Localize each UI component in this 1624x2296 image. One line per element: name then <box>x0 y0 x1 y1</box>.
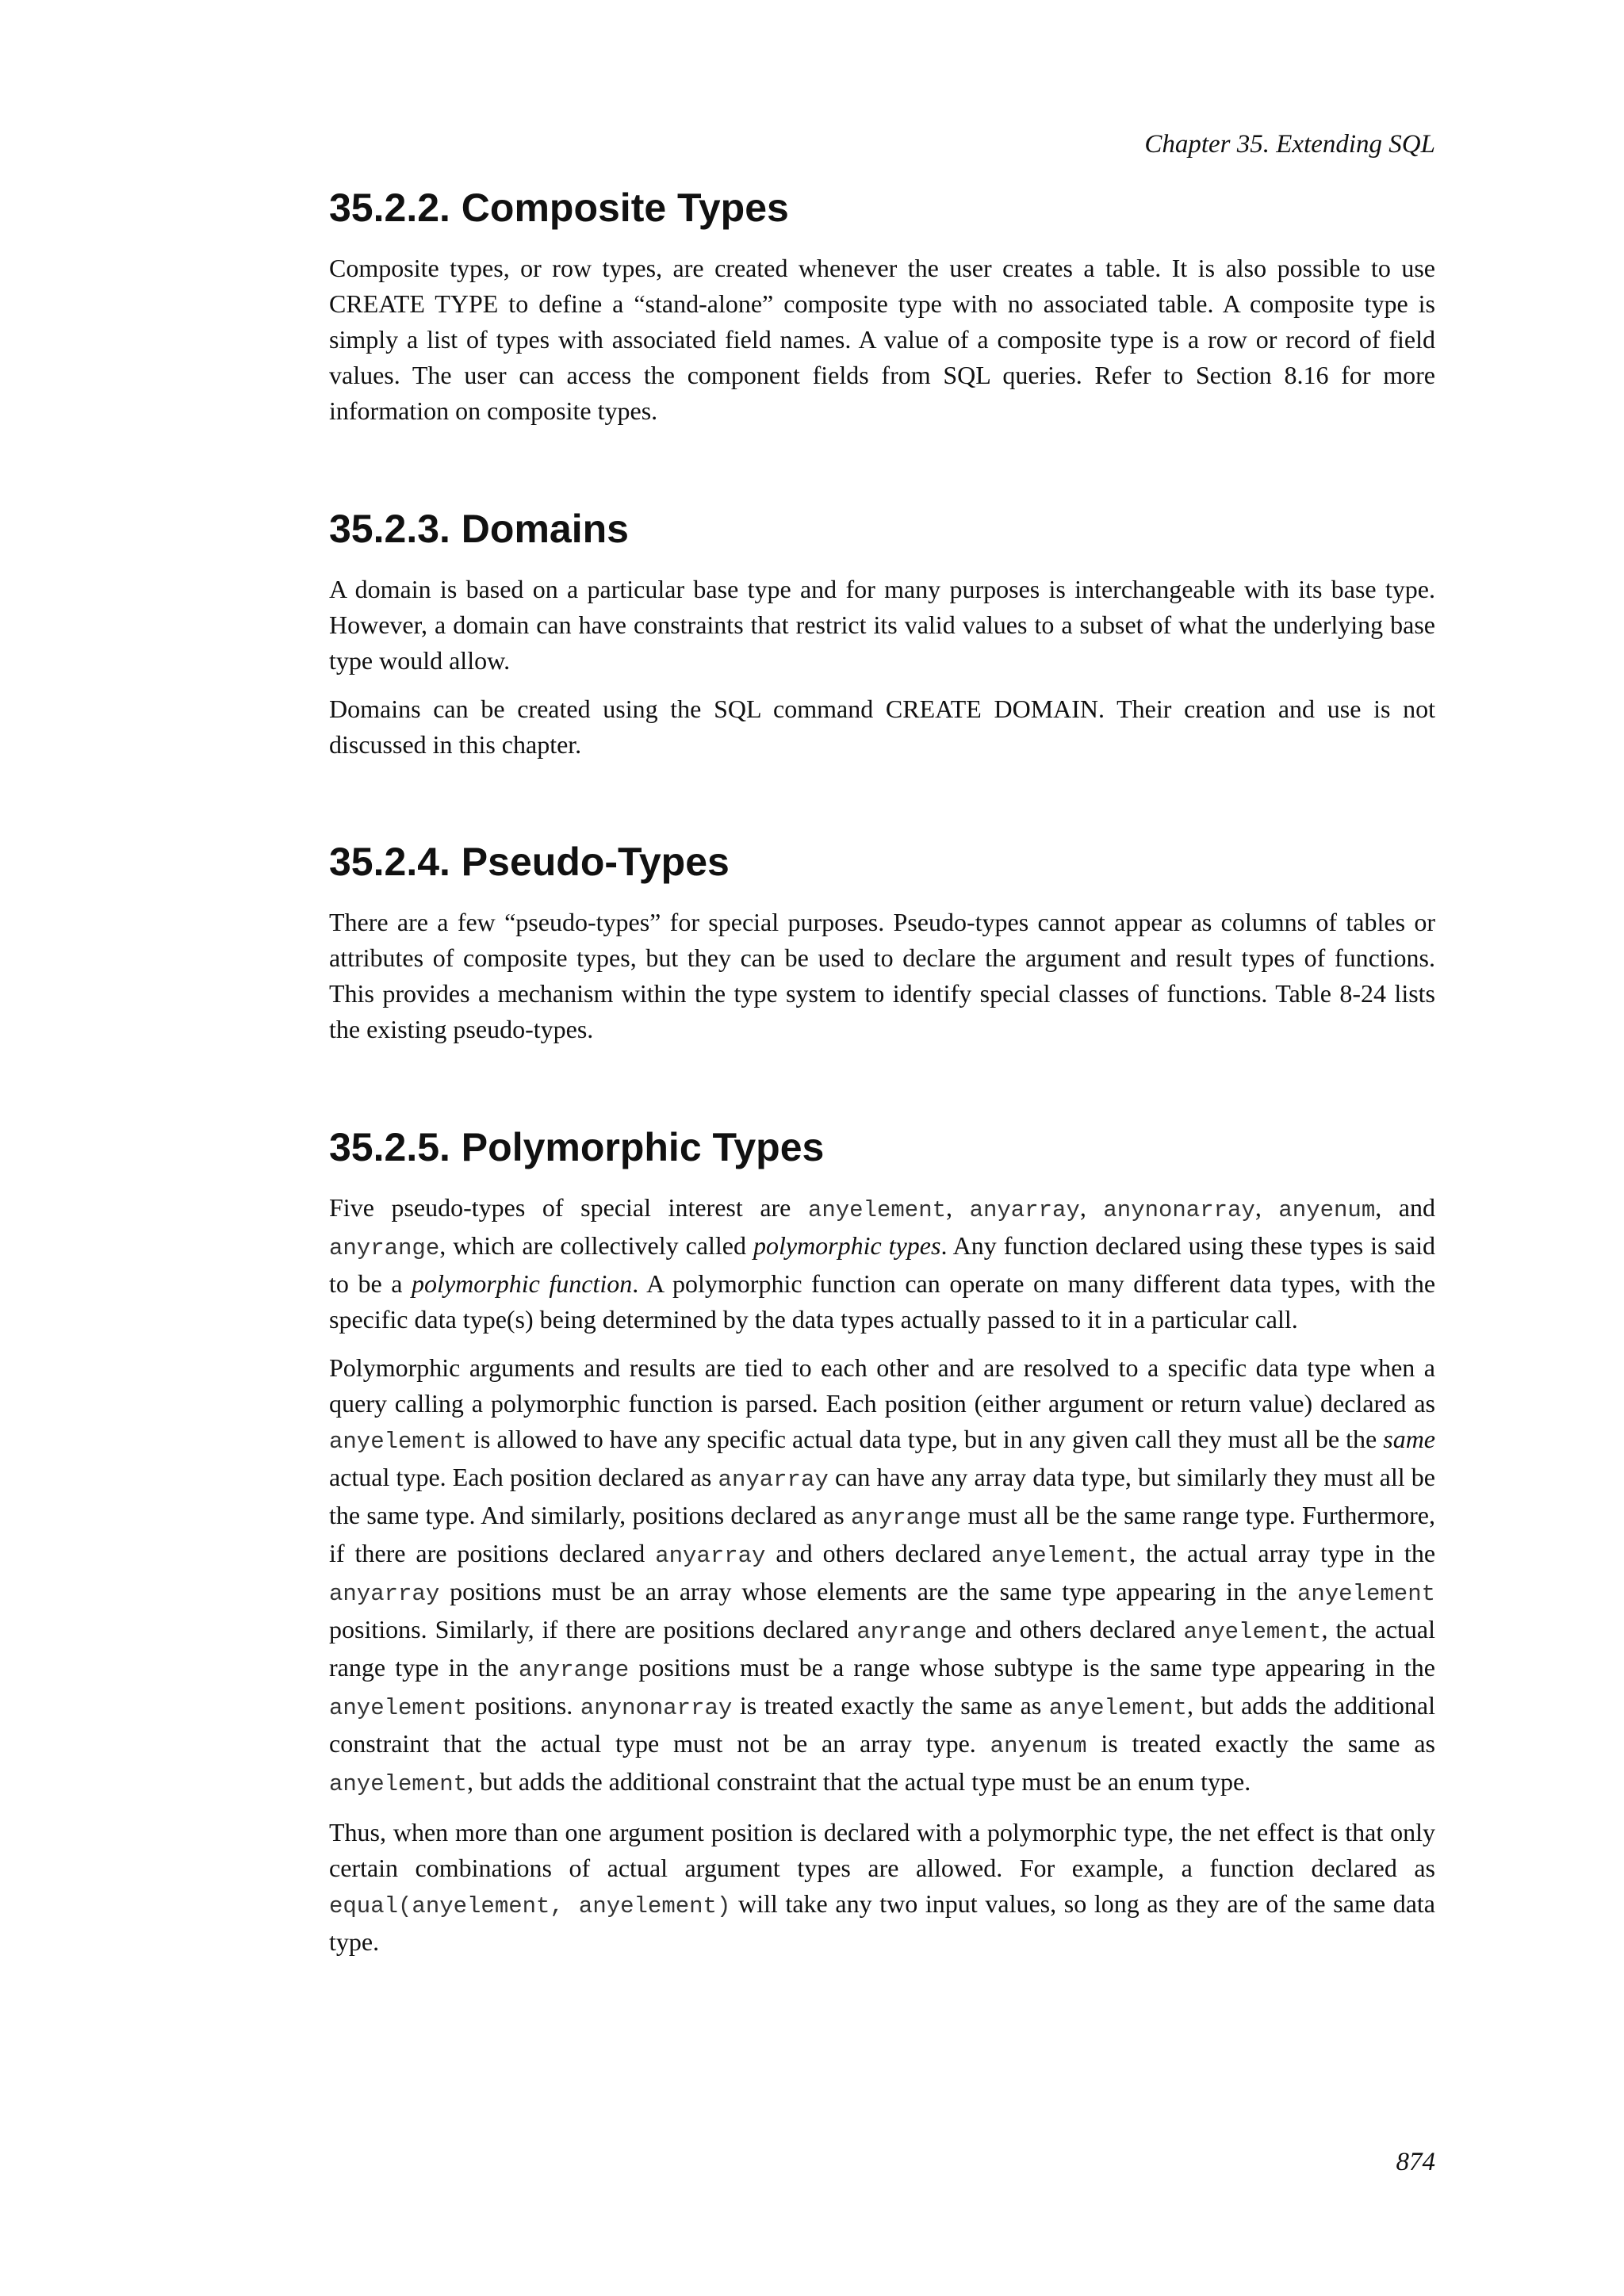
section-heading: 35.2.2. Composite Types <box>329 186 789 230</box>
text-run: is treated exactly the same as <box>1086 1729 1436 1758</box>
code-term: anyelement <box>1183 1619 1322 1645</box>
code-term: anyrange <box>850 1505 962 1531</box>
text-run: actual type. Each position declared as <box>329 1463 718 1491</box>
text-run: . A polymorphic function can operate on many different data types, with the specific data type(s) being determined by the data types actually passed to it in a particular call. <box>329 1269 1436 1334</box>
text-run: is treated exactly the same as <box>732 1691 1049 1720</box>
section-heading: 35.2.4. Pseudo-Types <box>329 840 730 884</box>
code-term: anyrange <box>856 1619 967 1645</box>
text-run: , but adds the additional constraint that the actual type must not be an array type. <box>329 1691 1436 1758</box>
text-run: , which are collectively called <box>439 1231 753 1260</box>
text-run: positions. <box>467 1691 580 1720</box>
text-run: positions must be a range whose subtype is the same type appearing in the <box>629 1653 1436 1682</box>
code-term: anyenum <box>990 1733 1087 1759</box>
page-number: 874 <box>1396 2148 1435 2176</box>
code-term: anyelement <box>807 1197 946 1223</box>
code-term: anyelement <box>329 1695 468 1721</box>
text-run: can have any array data type, but similarly they must all be the same type. And similarly, positions declared as <box>329 1463 1436 1529</box>
document-page <box>329 0 1435 2296</box>
section-pseudo-types <box>329 836 1435 1060</box>
code-term: anyarray <box>329 1581 440 1607</box>
text-run: , and <box>1375 1193 1436 1222</box>
text-run: must all be the same range type. Furthermore, if there are positions declared <box>329 1501 1436 1567</box>
section-domains <box>329 503 1435 775</box>
section-polymorphic-types <box>329 1122 1435 1973</box>
text-run: positions. Similarly, if there are positions declared <box>329 1615 857 1644</box>
text-run: , <box>946 1193 970 1222</box>
text-run: . Any function declared using these types is said to be a <box>329 1231 1436 1298</box>
paragraph: Composite types, or row types, are created whenever the user creates a table. It is also possible to use CREATE TYPE to define a “stand-alone” composite type with no associated table. A composite type is simply a list of types with associated field names. A value of a composite type is a row or record of field values. The user can access the component fields from SQL queries. Refer to Section 8.16 for more information on composite types. <box>329 254 1435 425</box>
text-run: positions must be an array whose elements are the same type appearing in the <box>439 1577 1297 1605</box>
code-term: anyarray <box>718 1467 829 1493</box>
text-run: , the actual array type in the <box>1129 1539 1436 1567</box>
paragraph: There are a few “pseudo-types” for special purposes. Pseudo-types cannot appear as columns of tables or attributes of composite types, but they can be used to declare the argument and result types of functions. This provides a mechanism within the type system to identify special classes of functions. Table 8-24 lists the existing pseudo-types. <box>329 908 1435 1043</box>
code-term: anyrange <box>518 1657 630 1683</box>
paragraph <box>329 1815 1435 1960</box>
text-run: Polymorphic arguments and results are tied to each other and are resolved to a specific data type when a query calling a polymorphic function is parsed. Each position (either argument or return value) declared as <box>329 1353 1435 1418</box>
code-term: equal(anyelement, anyelement) <box>329 1893 731 1919</box>
code-term: anyelement <box>329 1771 468 1797</box>
code-term: anyrange <box>329 1235 440 1261</box>
code-term: anyelement <box>991 1543 1130 1569</box>
code-term: anyelement <box>329 1429 468 1455</box>
paragraph: A domain is based on a particular base type and for many purposes is interchangeable with its base type. However, a domain can have constraints that restrict its valid values to a subset of what the underlying base type would allow. <box>329 575 1435 675</box>
paragraph <box>329 1350 1435 1802</box>
text-run: , <box>1254 1193 1279 1222</box>
code-term: anyelement <box>1297 1581 1435 1607</box>
code-term: anyenum <box>1278 1197 1376 1223</box>
code-term: anyarray <box>969 1197 1080 1223</box>
emphasis: polymorphic types <box>753 1231 941 1260</box>
code-term: anynonarray <box>1103 1197 1255 1223</box>
section-composite-types <box>329 182 1435 442</box>
running-header: Chapter 35. Extending SQL <box>1144 130 1435 159</box>
text-run: and others declared <box>765 1539 992 1567</box>
text-run: Five pseudo-types of special interest are <box>329 1193 808 1222</box>
section-heading: 35.2.5. Polymorphic Types <box>329 1125 825 1169</box>
emphasis: same <box>1383 1425 1435 1453</box>
emphasis: polymorphic function <box>412 1269 633 1298</box>
paragraph <box>329 1190 1435 1337</box>
text-run: will take any two input values, so long as they are of the same data type. <box>329 1889 1435 1956</box>
text-run: , the actual range type in the <box>329 1615 1436 1682</box>
code-term: anyelement <box>1048 1695 1187 1721</box>
text-run: Thus, when more than one argument position is declared with a polymorphic type, the net effect is that only certain combinations of actual argument types are allowed. For example, a function declared as <box>329 1818 1435 1882</box>
text-run: , but adds the additional constraint that the actual type must be an enum type. <box>467 1767 1251 1796</box>
section-heading: 35.2.3. Domains <box>329 507 629 551</box>
paragraph: Domains can be created using the SQL command CREATE DOMAIN. Their creation and use is not discussed in this chapter. <box>329 695 1435 759</box>
text-run: and others declared <box>967 1615 1184 1644</box>
text-run: , <box>1079 1193 1104 1222</box>
code-term: anynonarray <box>580 1695 733 1721</box>
text-run: is allowed to have any specific actual data type, but in any given call they must all be the <box>467 1425 1384 1453</box>
code-term: anyarray <box>655 1543 766 1569</box>
